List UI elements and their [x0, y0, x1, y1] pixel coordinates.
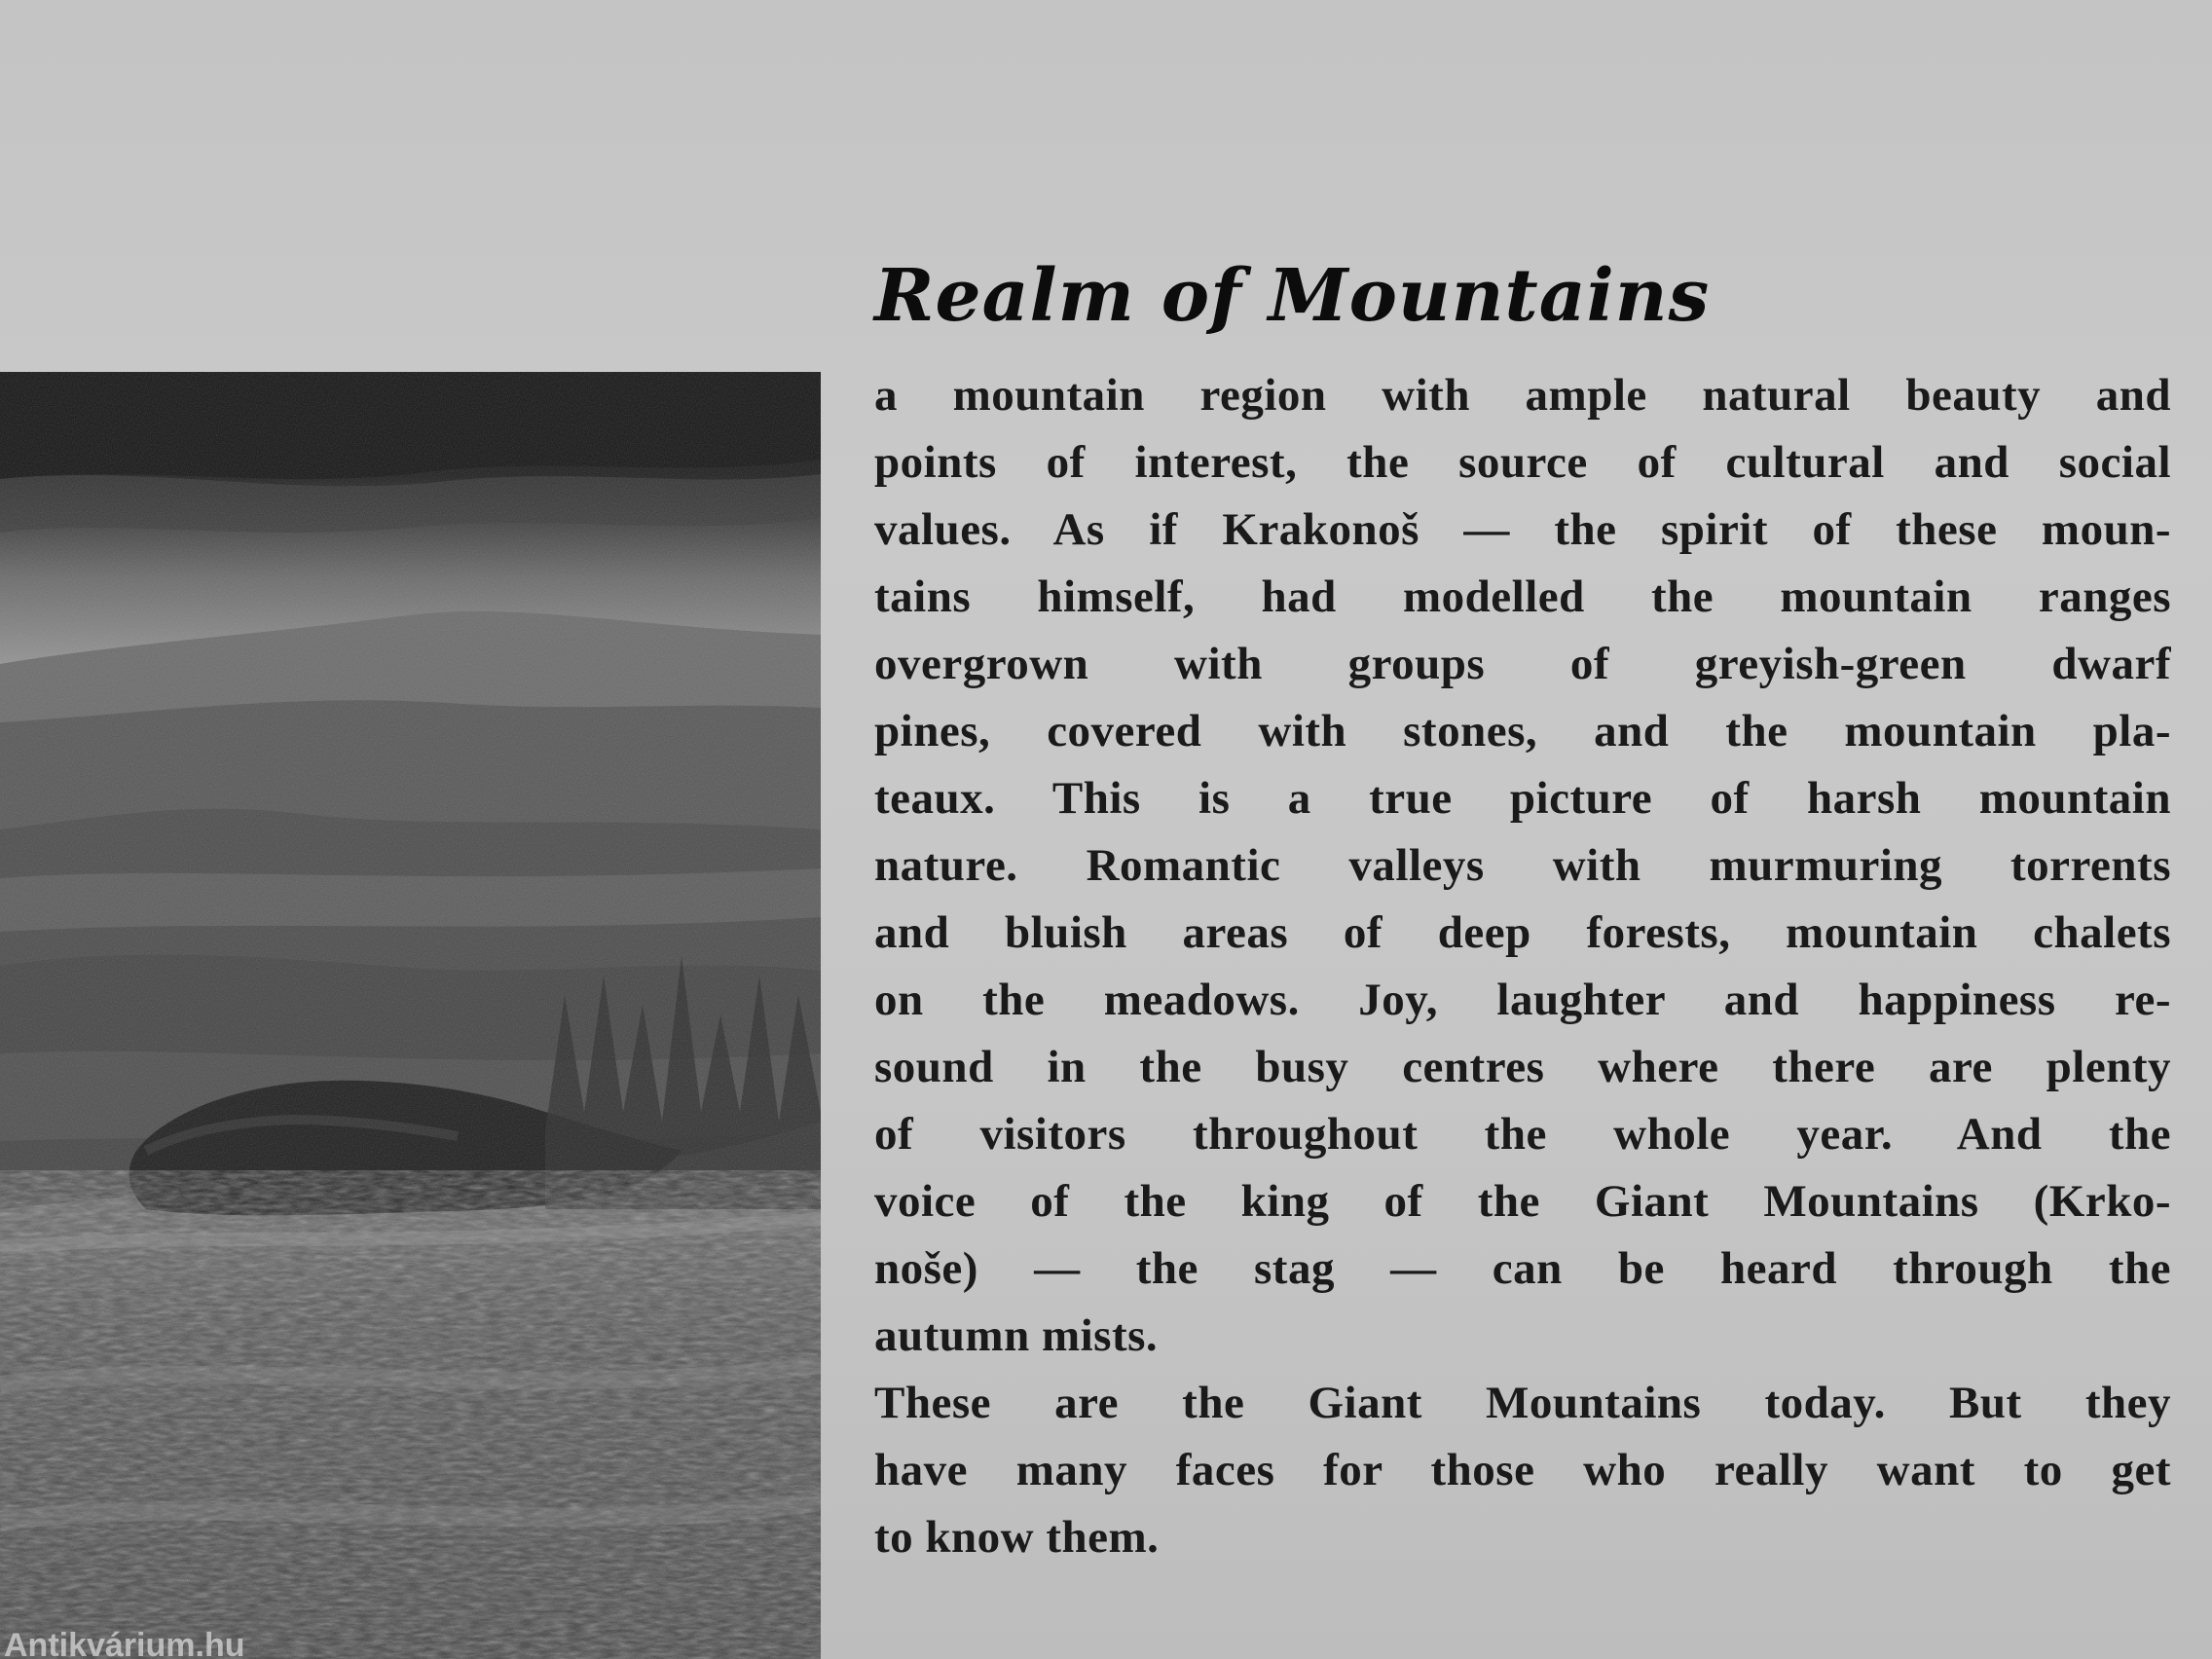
text-line: values. As if Krakonoš — the spirit of these moun-	[874, 504, 2171, 555]
article-title: Realm of Mountains	[874, 254, 1711, 338]
text-line: points of interest, the source of cultural and social	[874, 437, 2171, 488]
text-line: tains himself, had modelled the mountain ranges	[874, 571, 2171, 622]
mountain-landscape-image	[0, 372, 821, 1659]
text-line: voice of the king of the Giant Mountains (Krko-	[874, 1176, 2171, 1227]
text-line: pines, covered with stones, and the mountain pla-	[874, 706, 2171, 756]
text-line: overgrown with groups of greyish-green dwarf	[874, 639, 2171, 689]
mountain-photograph	[0, 372, 821, 1659]
text-line: noše) — the stag — can be heard through the	[874, 1243, 2171, 1294]
text-line: These are the Giant Mountains today. But they	[874, 1378, 2171, 1428]
text-line: and bluish areas of deep forests, mountain chalets	[874, 907, 2171, 958]
text-line: autumn mists.	[874, 1310, 1159, 1361]
text-line: sound in the busy centres where there are plenty	[874, 1042, 2171, 1092]
text-line: a mountain region with ample natural beauty and	[874, 370, 2171, 421]
article-body	[874, 362, 2171, 1571]
article	[874, 251, 2171, 1571]
text-line: on the meadows. Joy, laughter and happiness re-	[874, 975, 2171, 1025]
text-line: of visitors throughout the whole year. And the	[874, 1109, 2171, 1160]
text-line: to know them.	[874, 1512, 1160, 1563]
watermark-caption: Antikvárium.hu	[4, 1627, 245, 1659]
text-line: have many faces for those who really want to get	[874, 1445, 2171, 1495]
text-line: nature. Romantic valleys with murmuring torrents	[874, 840, 2171, 891]
text-line: teaux. This is a true picture of harsh mountain	[874, 773, 2171, 824]
